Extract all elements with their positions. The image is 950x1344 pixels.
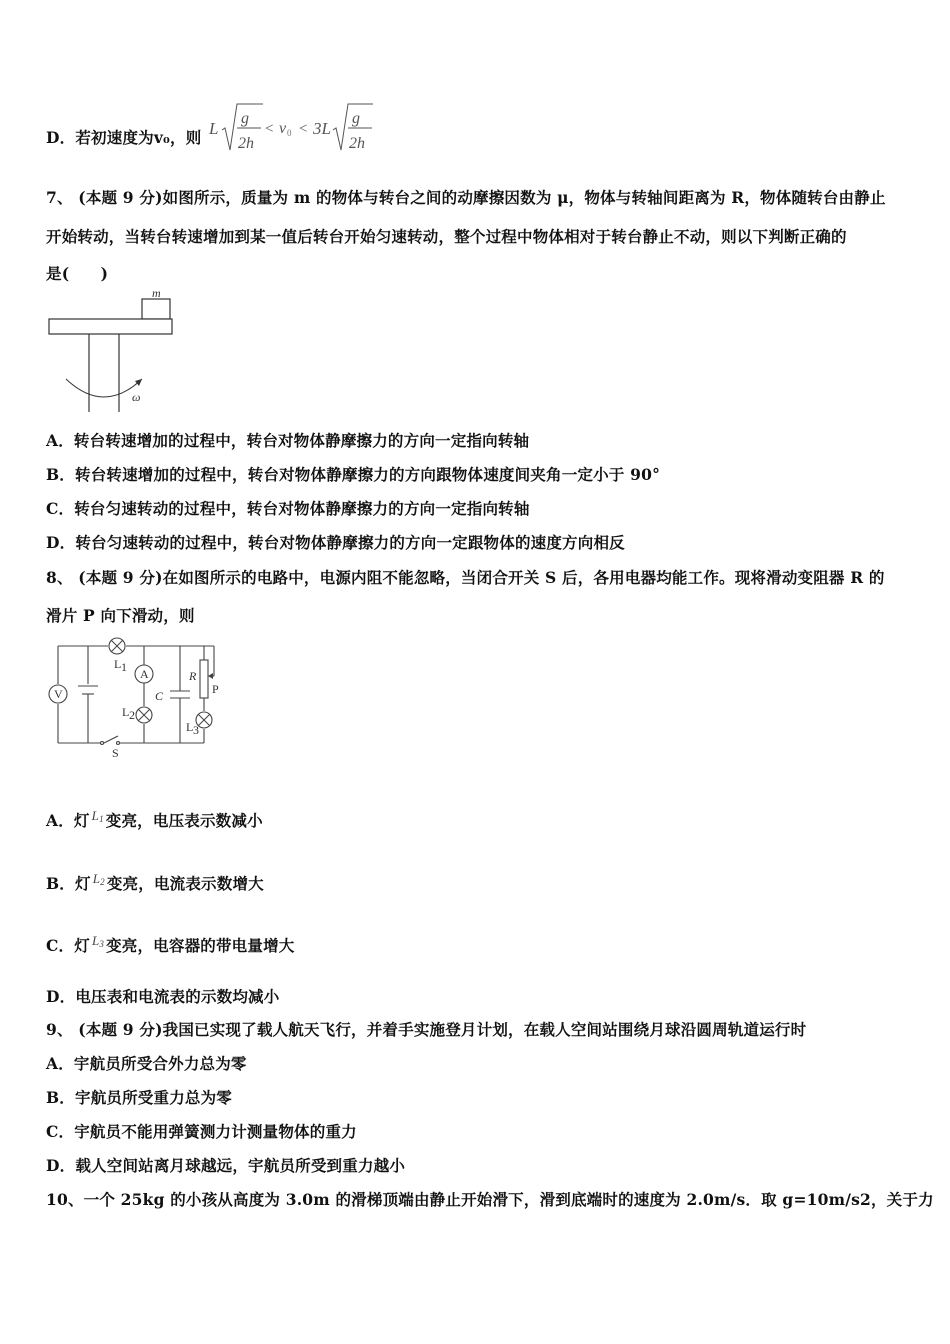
q8-lamp2-label: L: [122, 705, 130, 719]
q7-omega-label: ω: [132, 390, 141, 404]
q8-option-b: B．灯 $^{L2}$ 变亮，电流表示数增大: [46, 871, 264, 893]
q6-formula-g2: g: [352, 110, 360, 127]
q8-option-c-lamp: L: [91, 933, 100, 948]
q8-lamp1-label: L: [114, 657, 122, 671]
q6-option-d-var: v₀: [153, 128, 171, 147]
q7-mass-label: m: [152, 287, 161, 300]
q6-option-d: [46, 126, 201, 148]
q6-formula-vsub: 0: [287, 128, 292, 138]
q8-circuit-diagram: [44, 636, 224, 766]
q6-formula-3l: 3L: [313, 119, 331, 138]
q7-turntable-figure: [44, 287, 184, 415]
q6-formula-lt2: <: [299, 121, 308, 137]
q8-option-d: D．电压表和电流表的示数均减小: [46, 987, 280, 1006]
q9-stem: 9、 (本题 9 分)我国已实现了载人航天飞行，并着手实施登月计划，在载人空间站围绕月球沿圆周轨道运行时: [46, 1020, 807, 1039]
q9-option-c: C．宇航员不能用弹簧测力计测量物体的重力: [46, 1122, 357, 1141]
q6-option-d-prefix: D．若初速度为: [46, 128, 154, 147]
q8-lamp2-sub: 2: [129, 708, 135, 722]
q7-table-top: [49, 319, 172, 334]
q8-rheostat-label: R: [189, 669, 197, 683]
q7-stem-line3: 是( ): [46, 264, 109, 283]
q6-formula-den2: 2h: [349, 135, 365, 152]
q8-option-a-lamp: L: [91, 808, 100, 823]
q9-option-a: A．宇航员所受合外力总为零: [46, 1054, 247, 1073]
q8-option-c: C．灯 $^{L3}$ 变亮，电容器的带电量增大: [46, 933, 295, 955]
q6-option-d-then: ，则: [170, 128, 202, 147]
q7-stem-line1: 7、 (本题 9 分)如图所示，质量为 m 的物体与转台之间的动摩擦因数为 μ，物体与转轴间距离为 R，物体随转台由静止: [46, 188, 886, 207]
q6-formula-g1: g: [241, 110, 249, 127]
q7-option-a: A．转台转速增加的过程中，转台对物体静摩擦力的方向一定指向转轴: [46, 431, 530, 450]
q6-formula-lt1: <: [265, 121, 274, 137]
q8-lamp1-sub: 1: [121, 660, 127, 674]
q9-option-d: D．载人空间站离月球越远，宇航员所受到重力越小: [46, 1156, 406, 1175]
q6-formula-v: v: [279, 120, 287, 137]
q7-option-b: B．转台转速增加的过程中，转台对物体静摩擦力的方向跟物体速度间夹角一定小于 90°: [46, 465, 661, 484]
q8-lamp3-label: L: [186, 720, 194, 734]
q8-slider-label: P: [212, 682, 219, 696]
q10-stem: 10、一个 25kg 的小孩从高度为 3.0m 的滑梯顶端由静止开始滑下，滑到底端时的速度为 2.0m/s．取 g=10m/s2，关于力: [46, 1190, 934, 1209]
q6-formula-den1: 2h: [238, 135, 254, 152]
q8-ammeter-label: A: [140, 667, 149, 681]
q8-option-a: A．灯 $^{L1}$ 变亮，电压表示数减小: [46, 808, 263, 830]
q8-stem-line2: 滑片 P 向下滑动，则: [46, 606, 195, 625]
q9-option-b: B．宇航员所受重力总为零: [46, 1088, 233, 1107]
q8-stem-line1: 8、 (本题 9 分)在如图所示的电路中，电源内阻不能忽略，当闭合开关 S 后，各用电器均能工作。现将滑动变阻器 R 的: [46, 568, 885, 587]
q8-option-b-lamp: L: [92, 871, 101, 886]
q8-voltmeter-label: V: [54, 687, 63, 701]
q8-lamp3-sub: 3: [193, 723, 199, 737]
q7-mass-block: [142, 299, 170, 319]
q7-option-d: D．转台匀速转动的过程中，转台对物体静摩擦力的方向一定跟物体的速度方向相反: [46, 533, 625, 552]
q8-capacitor-label: C: [155, 689, 164, 703]
q6-formula-l: L: [209, 119, 219, 138]
q8-switch-label: S: [112, 746, 119, 760]
q7-option-c: C．转台匀速转动的过程中，转台对物体静摩擦力的方向一定指向转轴: [46, 499, 530, 518]
q7-rotation-arrow: [66, 379, 142, 397]
q6-formula: [205, 98, 380, 158]
q7-stem-line2: 开始转动，当转台转速增加到某一值后转台开始匀速转动，整个过程中物体相对于转台静止不动，则以下判断正确的: [46, 227, 847, 246]
